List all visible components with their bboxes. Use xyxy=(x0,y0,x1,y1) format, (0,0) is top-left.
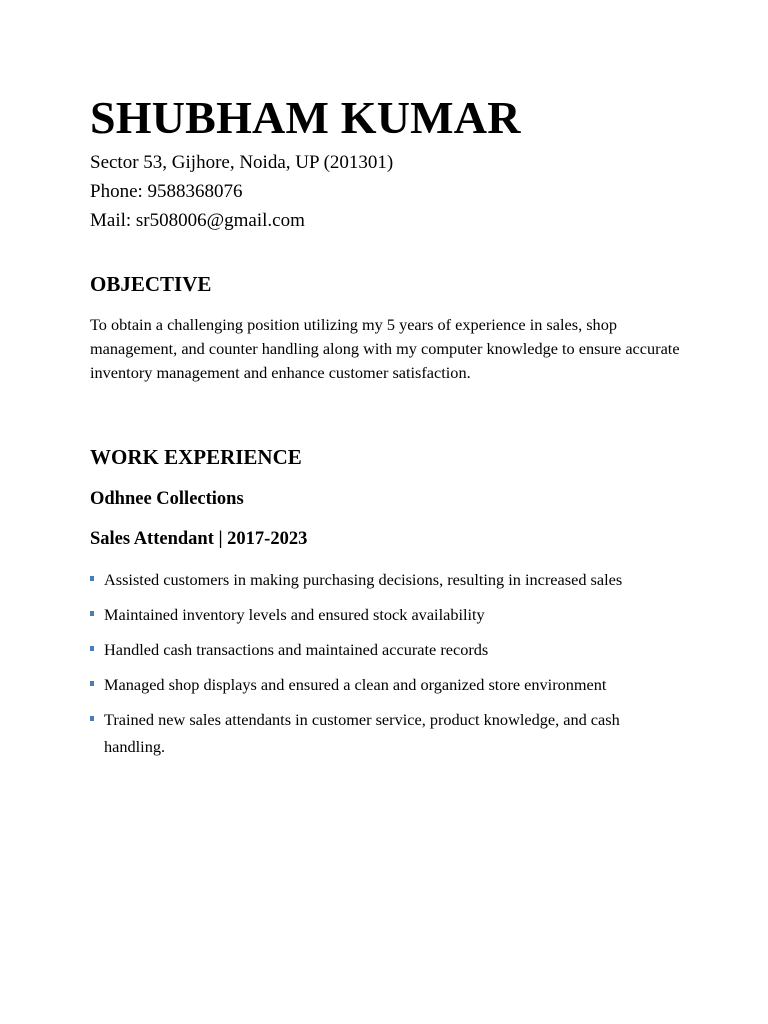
list-item xyxy=(90,566,680,593)
list-item-text: Maintained inventory levels and ensured stock availability xyxy=(104,605,485,624)
contact-block xyxy=(90,148,393,235)
responsibility-list xyxy=(90,566,680,768)
bullet-square-icon xyxy=(90,716,94,721)
bullet-square-icon xyxy=(90,646,94,651)
objective-text: To obtain a challenging position utilizing my 5 years of experience in sales, shop management, and counter handling along with my computer knowledge to ensure accurate inventory management and enhance customer satisfaction. xyxy=(90,315,680,382)
bullet-square-icon xyxy=(90,681,94,686)
list-item-text: Handled cash transactions and maintained accurate records xyxy=(104,640,489,659)
list-item xyxy=(90,601,680,628)
candidate-name: SHUBHAM KUMAR xyxy=(90,92,521,143)
address-text: Sector 53, Gijhore, Noida, UP (201301) xyxy=(90,152,394,173)
bullet-square-icon xyxy=(90,576,94,581)
list-item-text: Trained new sales attendants in customer service, product knowledge, and cash handling. xyxy=(104,710,620,756)
company-name: Odhnee Collections xyxy=(90,489,244,509)
phone-text: Phone: 9588368076 xyxy=(90,181,243,202)
list-item xyxy=(90,636,680,663)
list-item-text: Assisted customers in making purchasing decisions, resulting in increased sales xyxy=(104,570,623,589)
list-item xyxy=(90,671,680,698)
bullet-square-icon xyxy=(90,611,94,616)
objective-heading: OBJECTIVE xyxy=(90,272,212,296)
list-item-text: Managed shop displays and ensured a clean and organized store environment xyxy=(104,675,607,694)
job-role: Sales Attendant | 2017-2023 xyxy=(90,529,308,549)
work-experience-heading: WORK EXPERIENCE xyxy=(90,445,302,469)
mail-text: Mail: sr508006@gmail.com xyxy=(90,210,305,231)
list-item xyxy=(90,706,680,760)
